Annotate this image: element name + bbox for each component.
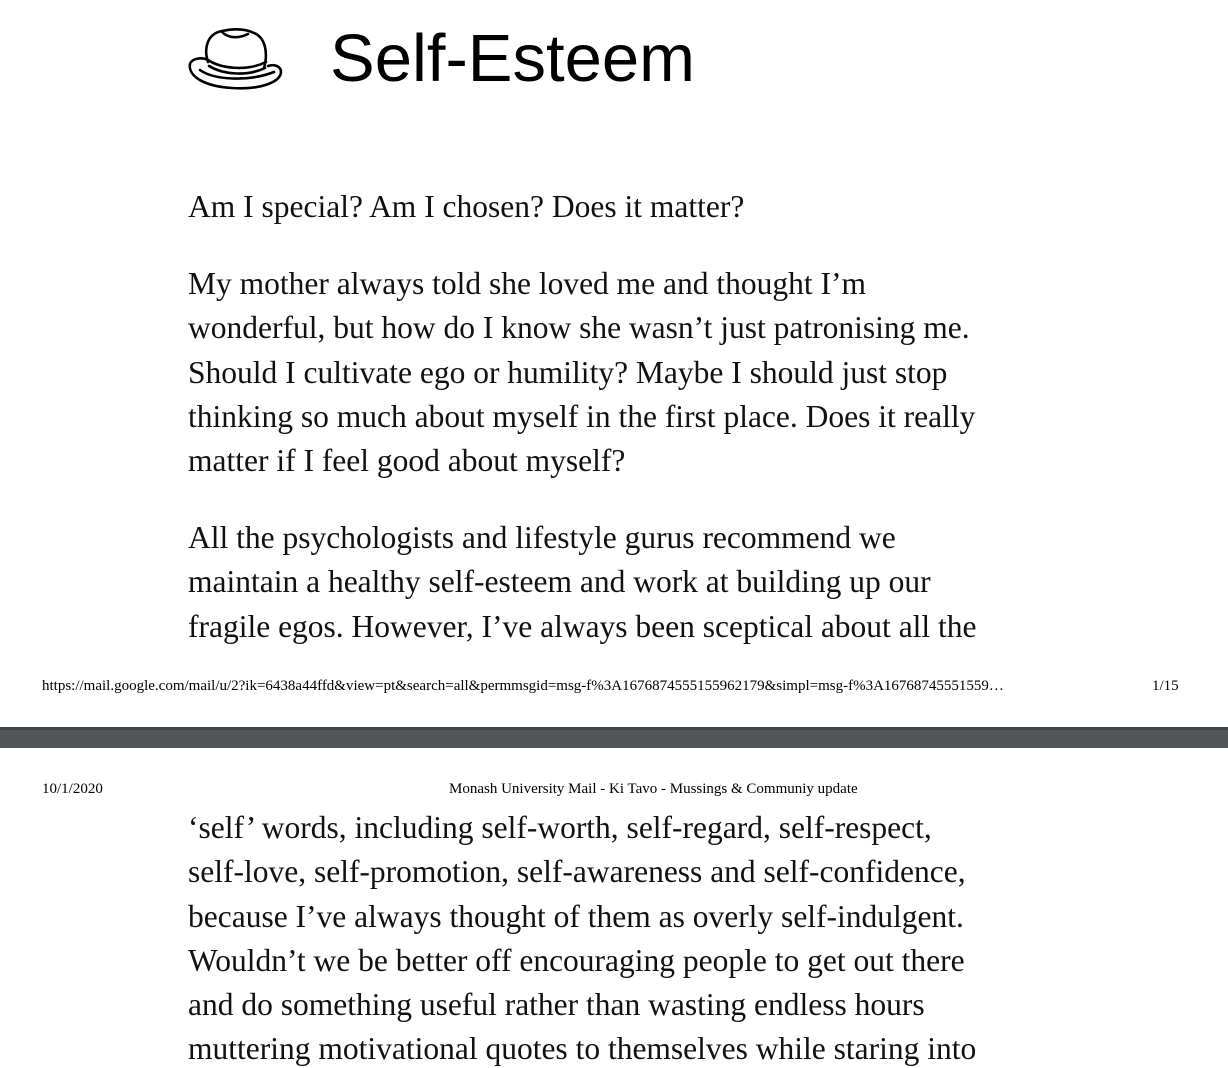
text-line: Wouldn’t we be better off encouraging people to get out there (188, 942, 965, 978)
paragraph (188, 262, 975, 483)
page-number: 1/15 (1152, 678, 1179, 694)
text-line: Am I special? Am I chosen? Does it matter? (188, 189, 745, 224)
paragraph (188, 516, 977, 649)
page-separator (0, 727, 1228, 748)
text-line: ‘self’ words, including self-worth, self-regard, self-respect, (188, 810, 932, 845)
footer-url: https://mail.google.com/mail/u/2?ik=6438a44ffd&view=pt&search=all&permmsgid=msg-f%3A1676874555155962179&simpl=msg-f%3A16768745551559… (42, 678, 1004, 694)
text-line: My mother always told she loved me and thought I’m (188, 266, 867, 301)
text-line: thinking so much about myself in the first place. Does it really (188, 398, 976, 434)
text-line: wonderful, but how do I know she wasn’t just patronising me. (188, 310, 970, 346)
header-date: 10/1/2020 (42, 781, 103, 797)
header-title: Monash University Mail - Ki Tavo - Mussings & Communiy update (449, 781, 858, 797)
text-line: fragile egos. However, I’ve always been sceptical about all the (188, 608, 977, 644)
pdf-page-2 (0, 748, 1228, 1068)
text-line: matter if I feel good about myself? (188, 443, 626, 479)
paragraph (188, 806, 976, 1068)
paragraph (188, 185, 744, 229)
text-line: maintain a healthy self-esteem and work at building up our (188, 564, 931, 600)
page-separator-edge (0, 727, 1228, 730)
text-line: and do something useful rather than wasting endless hours (188, 987, 925, 1023)
text-line: muttering motivational quotes to themselves while staring into (188, 1031, 977, 1067)
hat-icon (186, 24, 284, 92)
document-title: Self-Esteem (330, 21, 695, 96)
text-line: All the psychologists and lifestyle gurus recommend we (188, 520, 896, 555)
text-line: Should I cultivate ego or humility? Maybe I should just stop (188, 354, 948, 390)
text-line: self-love, self-promotion, self-awareness and self-confidence, (188, 854, 966, 890)
text-line: because I’ve always thought of them as overly self-indulgent. (188, 898, 964, 934)
